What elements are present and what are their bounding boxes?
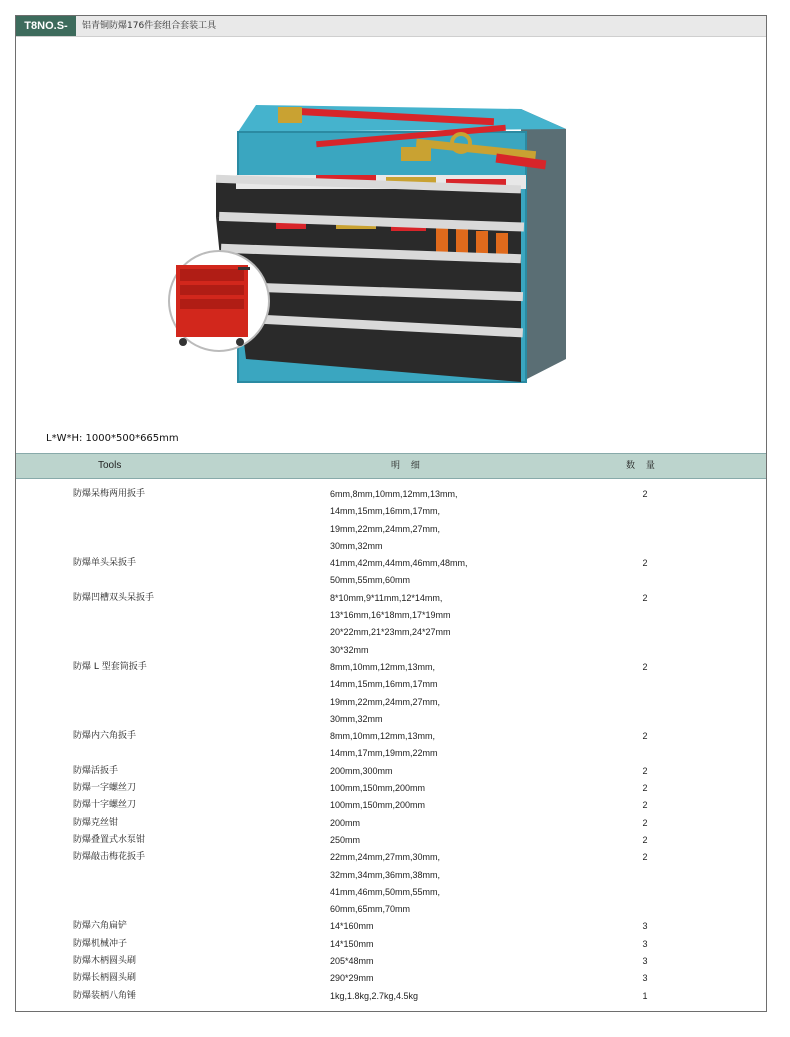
table-row [16, 590, 766, 659]
model-code: T8NO.S-176 [16, 16, 76, 36]
spec-line: 8mm,10mm,12mm,13mm, [330, 661, 436, 672]
table-row [16, 486, 766, 555]
tool-name: 防爆凹槽双头呆扳手 [73, 592, 155, 603]
table-row [16, 849, 766, 918]
spec-line: 41mm,46mm,50mm,55mm, [330, 886, 441, 897]
tool-name: 防爆活扳手 [73, 765, 119, 776]
spec-line: 30mm,32mm [330, 713, 383, 724]
table-row [16, 832, 766, 849]
tool-name: 防爆叠置式水泵钳 [73, 834, 146, 845]
spec-line: 32mm,34mm,36mm,38mm, [330, 869, 441, 880]
table-row [16, 780, 766, 797]
tool-name: 防爆单头呆扳手 [73, 558, 137, 569]
tool-specs [330, 780, 630, 797]
spec-line: 14*160mm [330, 921, 374, 932]
spec-line: 6mm,8mm,10mm,12mm,13mm, [330, 489, 458, 499]
tool-name: 防爆呆梅两用扳手 [73, 489, 146, 499]
tool-specs [330, 970, 630, 987]
spec-line: 20*22mm,21*23mm,24*27mm [330, 627, 451, 638]
spec-line: 13*16mm,16*18mm,17*19mm [330, 610, 451, 621]
tool-name: 防爆长柄圆头刷 [73, 973, 137, 984]
tool-name: 防爆克丝钳 [73, 817, 119, 828]
tool-qty: 2 [642, 661, 648, 672]
tool-name: 防爆机械冲子 [73, 938, 128, 949]
tool-specs [330, 988, 630, 1005]
tool-qty: 2 [642, 558, 648, 569]
tool-name: 防爆一字螺丝刀 [73, 783, 137, 794]
table-row [16, 970, 766, 987]
spec-line: 100mm,150mm,200mm [330, 800, 426, 811]
header-bar [16, 16, 766, 52]
tool-specs [330, 659, 630, 728]
tool-specs [330, 936, 630, 953]
tool-name: 防爆 L 型套筒扳手 [73, 661, 147, 672]
tool-specs [330, 728, 630, 763]
table-row [16, 936, 766, 953]
table-row [16, 728, 766, 763]
tool-qty: 2 [642, 783, 648, 794]
table-row [16, 815, 766, 832]
tool-qty: 2 [642, 489, 648, 499]
tool-cabinet-illustration [16, 37, 766, 453]
tool-specs [330, 953, 630, 970]
tool-qty: 3 [642, 956, 648, 967]
tool-list [16, 486, 766, 1005]
tool-hammer-gold [401, 147, 431, 161]
dimensions-label: L*W*H: 1000*500*665mm [46, 433, 179, 444]
product-image [16, 37, 766, 453]
spec-line: 250mm [330, 834, 361, 845]
tool-specs [330, 555, 630, 590]
tool-name: 防爆敲击梅花扳手 [73, 852, 146, 863]
product-title: 铝青铜防爆176件套组合套装工具 [82, 21, 217, 31]
tool-name: 防爆内六角扳手 [73, 731, 137, 742]
spec-line: 60mm,65mm,70mm [330, 904, 411, 915]
tool-specs [330, 763, 630, 780]
spec-line: 30mm,32mm [330, 540, 383, 551]
spec-line: 30*32mm [330, 644, 369, 655]
tool-specs [330, 918, 630, 935]
spec-line: 50mm,55mm,60mm [330, 575, 411, 586]
tool-qty: 2 [642, 852, 648, 863]
tool-hammer-head [278, 107, 302, 123]
spec-line: 290*29mm [330, 973, 374, 984]
header-detail: 明 细 [391, 461, 424, 471]
tool-specs [330, 797, 630, 814]
spec-line: 14mm,15mm,16mm,17mm [330, 679, 438, 690]
tool-name: 防爆六角扁铲 [73, 921, 128, 932]
tool-qty: 2 [642, 800, 648, 811]
spec-line: 19mm,22mm,24mm,27mm, [330, 523, 441, 534]
spec-line: 22mm,24mm,27mm,30mm, [330, 852, 441, 863]
spec-line: 205*48mm [330, 956, 374, 967]
tool-qty: 3 [642, 938, 648, 949]
spec-line: 200mm,300mm [330, 765, 393, 776]
tool-qty: 2 [642, 592, 648, 603]
table-row [16, 763, 766, 780]
table-row [16, 988, 766, 1005]
table-header [16, 453, 766, 479]
spec-line: 1kg,1.8kg,2.7kg,4.5kg [330, 990, 419, 1001]
tool-qty: 2 [642, 817, 648, 828]
table-row [16, 555, 766, 590]
header-qty: 数 量 [626, 461, 659, 471]
spec-line: 41mm,42mm,44mm,46mm,48mm, [330, 558, 468, 569]
spec-line: 100mm,150mm,200mm [330, 783, 426, 794]
tool-specs [330, 849, 630, 918]
spec-line: 8mm,10mm,12mm,13mm, [330, 731, 436, 742]
catalog-frame [15, 15, 767, 1012]
table-row [16, 953, 766, 970]
tool-qty: 2 [642, 765, 648, 776]
tool-specs [330, 590, 630, 659]
table-row [16, 659, 766, 728]
tool-name: 防爆木柄圆头刷 [73, 956, 137, 967]
spec-line: 14mm,17mm,19mm,22mm [330, 748, 438, 759]
spec-line: 200mm [330, 817, 361, 828]
tool-qty: 2 [642, 731, 648, 742]
table-row [16, 797, 766, 814]
spec-line: 14mm,15mm,16mm,17mm, [330, 506, 441, 517]
tool-qty: 3 [642, 973, 648, 984]
table-row [16, 918, 766, 935]
tool-specs [330, 832, 630, 849]
tool-name: 防爆装柄八角锤 [73, 990, 137, 1001]
spec-line: 14*150mm [330, 938, 374, 949]
tool-specs [330, 486, 630, 555]
tool-qty: 3 [642, 921, 648, 932]
header-tools: Tools [98, 460, 122, 471]
spec-line: 19mm,22mm,24mm,27mm, [330, 696, 441, 707]
tool-qty: 2 [642, 834, 648, 845]
tool-name: 防爆十字螺丝刀 [73, 800, 137, 811]
tool-specs [330, 815, 630, 832]
tool-qty: 1 [642, 990, 648, 1001]
spec-line: 8*10mm,9*11mm,12*14mm, [330, 592, 443, 603]
cabinet-side [521, 109, 566, 382]
